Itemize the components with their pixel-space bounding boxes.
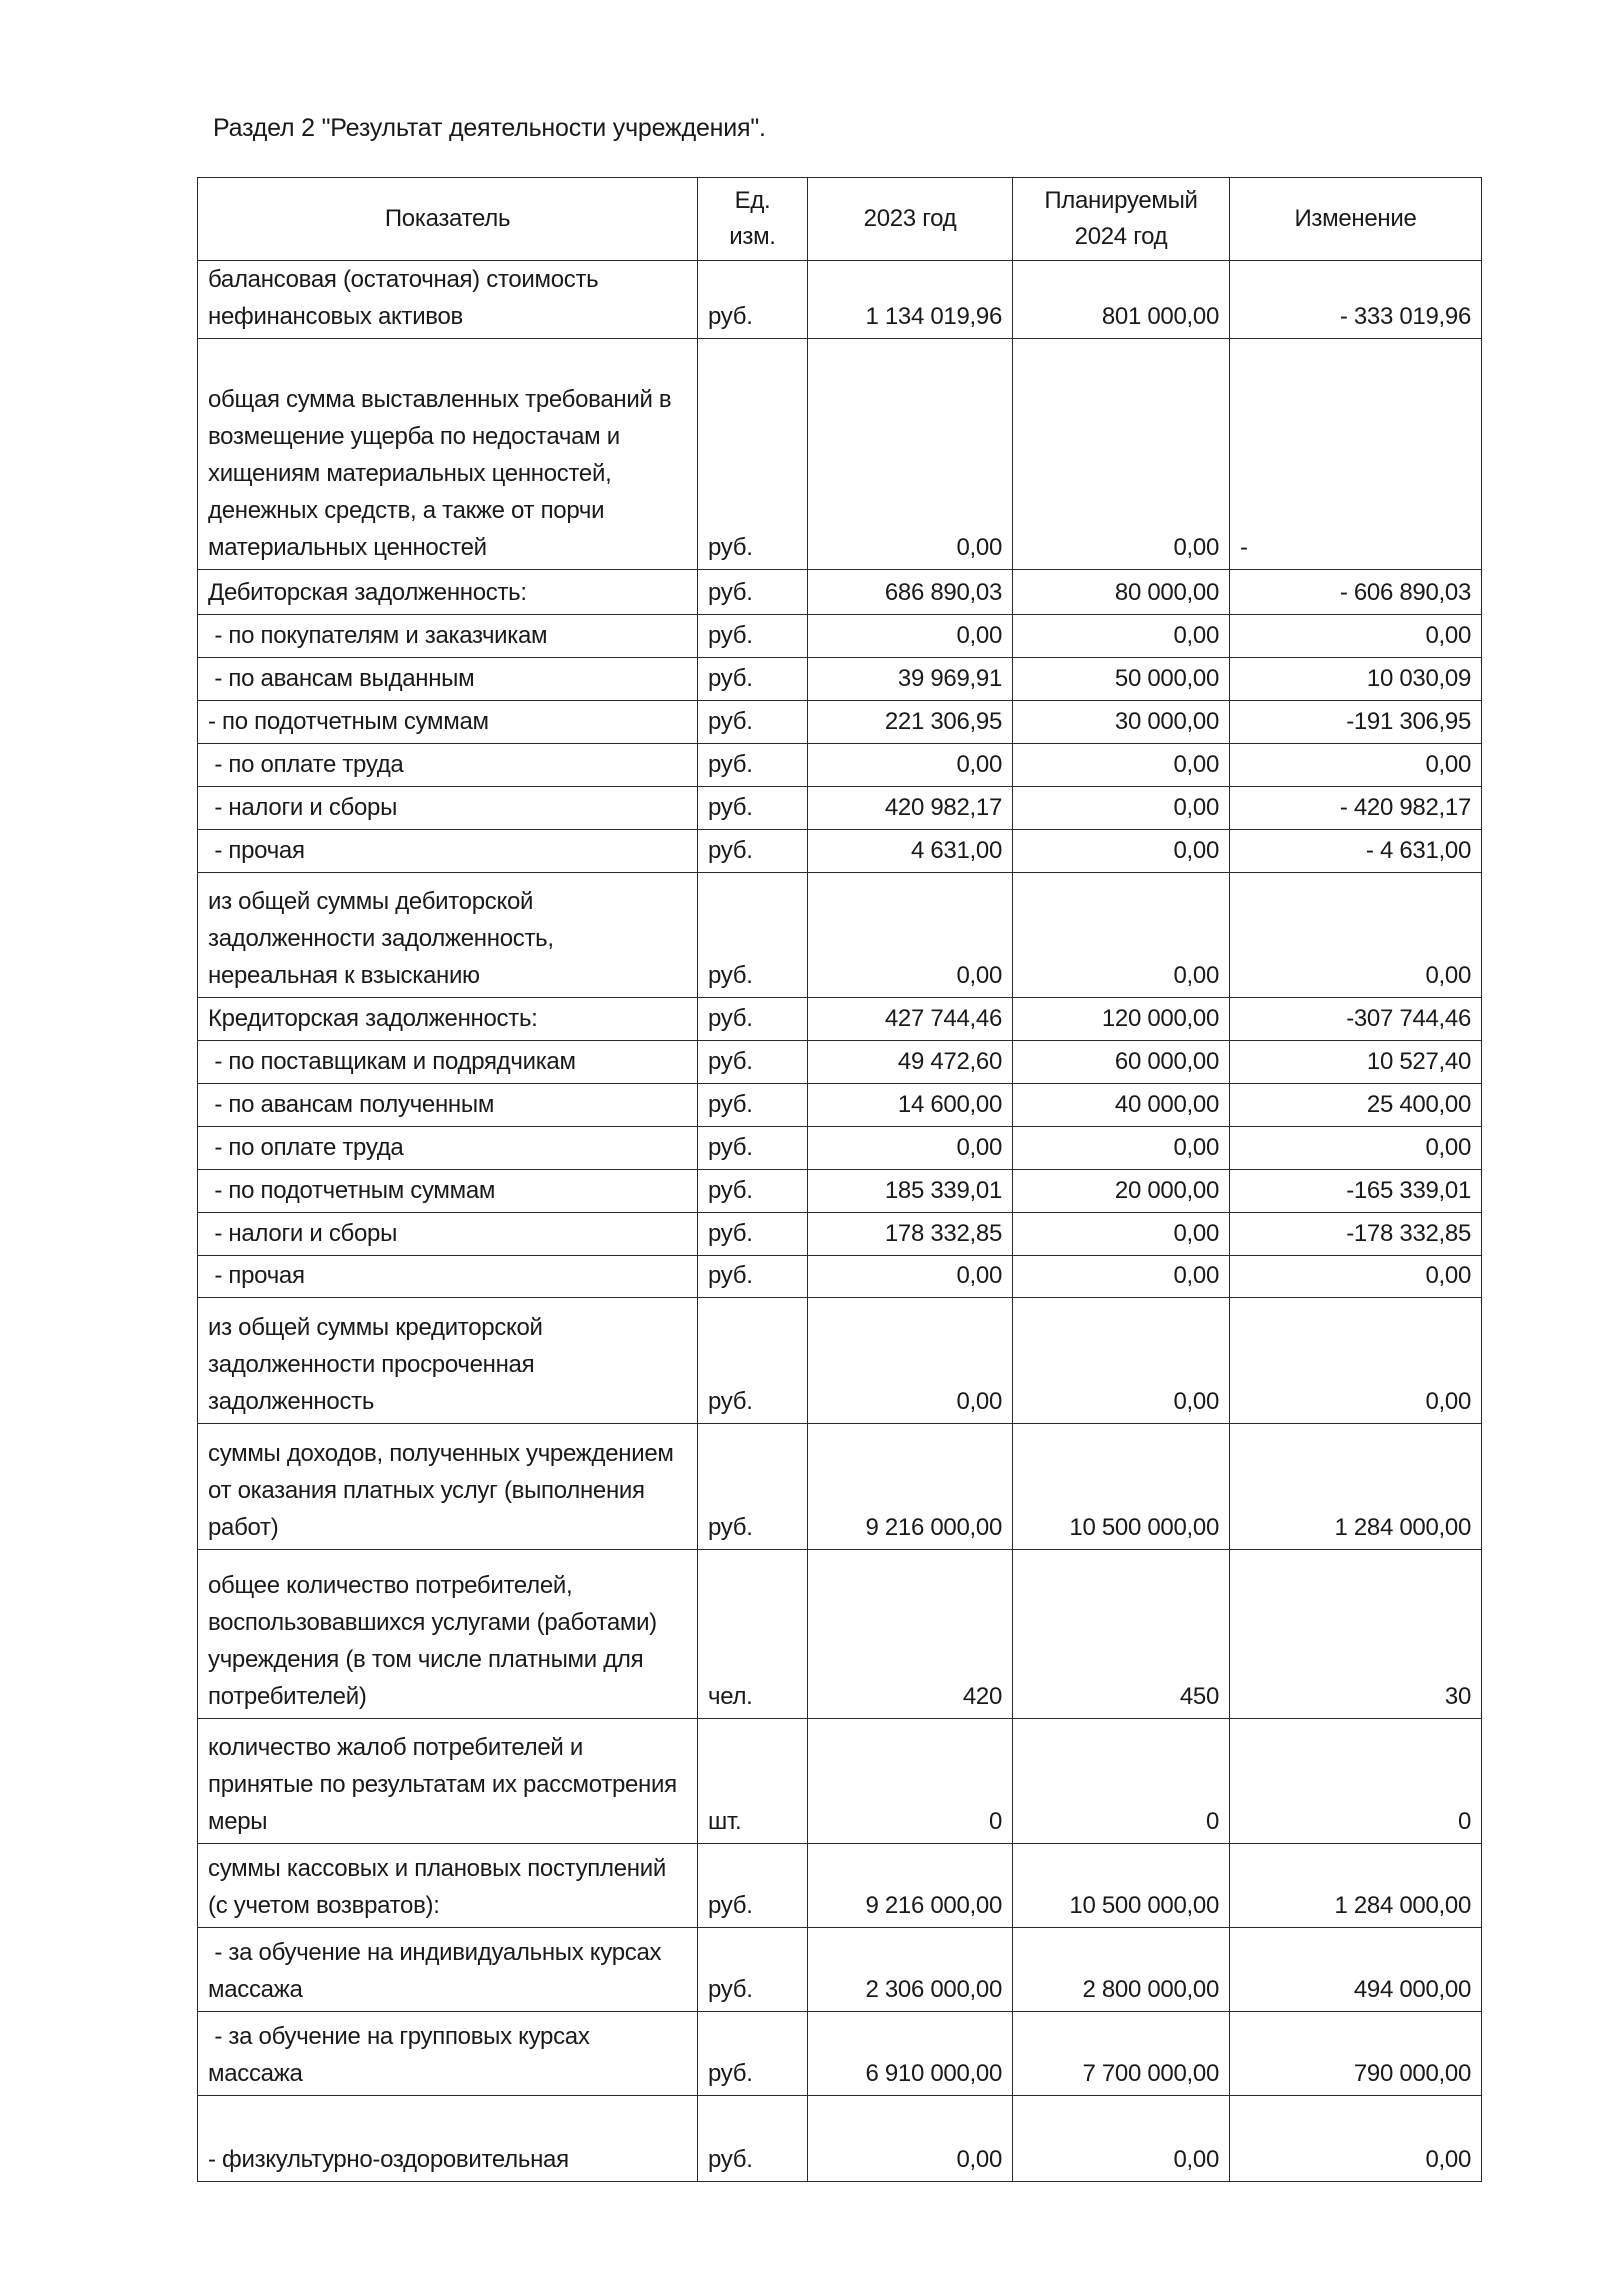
- header-2024: [1013, 178, 1230, 261]
- value-2024-cell: 10 500 000,00: [1013, 1844, 1230, 1928]
- results-table: [197, 177, 1482, 2182]
- value-2023-cell: 0,00: [808, 2096, 1013, 2182]
- unit-cell: руб.: [698, 1084, 808, 1127]
- change-cell: 0,00: [1230, 1127, 1482, 1170]
- table-row: [198, 261, 1482, 339]
- change-cell: -: [1230, 339, 1482, 570]
- change-cell: 10 527,40: [1230, 1041, 1482, 1084]
- change-cell: - 606 890,03: [1230, 570, 1482, 615]
- change-cell: 0,00: [1230, 615, 1482, 658]
- indicator-cell: - по подотчетным суммам: [198, 701, 698, 744]
- unit-cell: руб.: [698, 830, 808, 873]
- change-cell: 25 400,00: [1230, 1084, 1482, 1127]
- value-2023-cell: 420: [808, 1550, 1013, 1719]
- header-unit-text: Ед. изм.: [729, 187, 776, 250]
- table-row: [198, 830, 1482, 873]
- value-2024-cell: 0,00: [1013, 2096, 1230, 2182]
- unit-cell: руб.: [698, 1844, 808, 1928]
- unit-cell: руб.: [698, 1298, 808, 1424]
- table-row: [198, 787, 1482, 830]
- unit-cell: руб.: [698, 1127, 808, 1170]
- indicator-cell: суммы доходов, полученных учреждением от оказания платных услуг (выполнения работ): [198, 1424, 698, 1550]
- indicator-cell: суммы кассовых и плановых поступлений (с учетом возвратов):: [198, 1844, 698, 1928]
- value-2023-cell: 420 982,17: [808, 787, 1013, 830]
- table-row: [198, 998, 1482, 1041]
- change-cell: 1 284 000,00: [1230, 1844, 1482, 1928]
- value-2023-cell: 2 306 000,00: [808, 1928, 1013, 2012]
- indicator-cell: - по поставщикам и подрядчикам: [198, 1041, 698, 1084]
- value-2024-cell: 7 700 000,00: [1013, 2012, 1230, 2096]
- indicator-cell: общая сумма выставленных требований в возмещение ущерба по недостачам и хищениям материальных ценностей, денежных средств, а также от порчи материальных ценностей: [198, 339, 698, 570]
- value-2024-cell: 0,00: [1013, 1127, 1230, 1170]
- value-2023-cell: 0,00: [808, 744, 1013, 787]
- change-cell: 30: [1230, 1550, 1482, 1719]
- header-2023: 2023 год: [808, 178, 1013, 261]
- value-2024-cell: 0,00: [1013, 787, 1230, 830]
- unit-cell: руб.: [698, 1213, 808, 1256]
- table-row: [198, 1256, 1482, 1298]
- change-cell: - 333 019,96: [1230, 261, 1482, 339]
- table-row: [198, 1844, 1482, 1928]
- indicator-cell: Кредиторская задолженность:: [198, 998, 698, 1041]
- change-cell: -307 744,46: [1230, 998, 1482, 1041]
- value-2024-cell: 0,00: [1013, 1256, 1230, 1298]
- section-title: Раздел 2 "Результат деятельности учреждения".: [213, 114, 766, 142]
- indicator-cell: - за обучение на групповых курсах массажа: [198, 2012, 698, 2096]
- unit-cell: руб.: [698, 658, 808, 701]
- table-row: [198, 615, 1482, 658]
- indicator-cell: - прочая: [198, 1256, 698, 1298]
- value-2023-cell: 1 134 019,96: [808, 261, 1013, 339]
- indicator-cell: - по подотчетным суммам: [198, 1170, 698, 1213]
- value-2024-cell: 30 000,00: [1013, 701, 1230, 744]
- change-cell: 790 000,00: [1230, 2012, 1482, 2096]
- indicator-cell: - налоги и сборы: [198, 787, 698, 830]
- value-2023-cell: 0: [808, 1719, 1013, 1844]
- unit-cell: чел.: [698, 1550, 808, 1719]
- table-row: [198, 873, 1482, 998]
- value-2023-cell: 185 339,01: [808, 1170, 1013, 1213]
- indicator-cell: - по покупателям и заказчикам: [198, 615, 698, 658]
- table-row: [198, 658, 1482, 701]
- value-2024-cell: 0: [1013, 1719, 1230, 1844]
- unit-cell: руб.: [698, 873, 808, 998]
- table-row: [198, 701, 1482, 744]
- value-2024-cell: 2 800 000,00: [1013, 1928, 1230, 2012]
- value-2024-cell: 60 000,00: [1013, 1041, 1230, 1084]
- unit-cell: шт.: [698, 1719, 808, 1844]
- value-2023-cell: 39 969,91: [808, 658, 1013, 701]
- indicator-cell: - за обучение на индивидуальных курсах массажа: [198, 1928, 698, 2012]
- unit-cell: руб.: [698, 2096, 808, 2182]
- value-2024-cell: 120 000,00: [1013, 998, 1230, 1041]
- indicator-cell: - прочая: [198, 830, 698, 873]
- value-2024-cell: 0,00: [1013, 744, 1230, 787]
- header-indicator: Показатель: [198, 178, 698, 261]
- indicator-cell: - по оплате труда: [198, 744, 698, 787]
- table-row: [198, 339, 1482, 570]
- value-2023-cell: 14 600,00: [808, 1084, 1013, 1127]
- value-2023-cell: 427 744,46: [808, 998, 1013, 1041]
- value-2023-cell: 9 216 000,00: [808, 1844, 1013, 1928]
- value-2024-cell: 0,00: [1013, 339, 1230, 570]
- table-row: [198, 1127, 1482, 1170]
- table-row: [198, 1719, 1482, 1844]
- value-2023-cell: 686 890,03: [808, 570, 1013, 615]
- value-2024-cell: 0,00: [1013, 873, 1230, 998]
- indicator-cell: из общей суммы дебиторской задолженности задолженность, нереальная к взысканию: [198, 873, 698, 998]
- indicator-cell: балансовая (остаточная) стоимость нефинансовых активов: [198, 261, 698, 339]
- indicator-cell: из общей суммы кредиторской задолженности просроченная задолженность: [198, 1298, 698, 1424]
- indicator-cell: - по авансам полученным: [198, 1084, 698, 1127]
- value-2023-cell: 49 472,60: [808, 1041, 1013, 1084]
- value-2024-cell: 450: [1013, 1550, 1230, 1719]
- unit-cell: руб.: [698, 744, 808, 787]
- unit-cell: руб.: [698, 1256, 808, 1298]
- value-2023-cell: 0,00: [808, 339, 1013, 570]
- header-2024-text: Планируемый 2024 год: [1044, 187, 1198, 250]
- unit-cell: руб.: [698, 1928, 808, 2012]
- indicator-cell: общее количество потребителей, воспользовавшихся услугами (работами) учреждения (в том числе платными для потребителей): [198, 1550, 698, 1719]
- indicator-cell: - по авансам выданным: [198, 658, 698, 701]
- indicator-cell: Дебиторская задолженность:: [198, 570, 698, 615]
- change-cell: 0,00: [1230, 744, 1482, 787]
- value-2023-cell: 0,00: [808, 1256, 1013, 1298]
- value-2024-cell: 10 500 000,00: [1013, 1424, 1230, 1550]
- value-2023-cell: 9 216 000,00: [808, 1424, 1013, 1550]
- unit-cell: руб.: [698, 1424, 808, 1550]
- value-2023-cell: 0,00: [808, 1127, 1013, 1170]
- header-unit: [698, 178, 808, 261]
- change-cell: -165 339,01: [1230, 1170, 1482, 1213]
- header-change: Изменение: [1230, 178, 1482, 261]
- change-cell: 494 000,00: [1230, 1928, 1482, 2012]
- value-2023-cell: 221 306,95: [808, 701, 1013, 744]
- unit-cell: руб.: [698, 261, 808, 339]
- table-row: [198, 1170, 1482, 1213]
- value-2024-cell: 0,00: [1013, 1213, 1230, 1256]
- unit-cell: руб.: [698, 615, 808, 658]
- table-row: [198, 1928, 1482, 2012]
- unit-cell: руб.: [698, 1041, 808, 1084]
- table-row: [198, 2096, 1482, 2182]
- indicator-cell: - налоги и сборы: [198, 1213, 698, 1256]
- unit-cell: руб.: [698, 787, 808, 830]
- change-cell: 0,00: [1230, 2096, 1482, 2182]
- table-row: [198, 744, 1482, 787]
- table-row: [198, 1424, 1482, 1550]
- value-2024-cell: 0,00: [1013, 1298, 1230, 1424]
- change-cell: -178 332,85: [1230, 1213, 1482, 1256]
- unit-cell: руб.: [698, 701, 808, 744]
- indicator-cell: количество жалоб потребителей и принятые по результатам их рассмотрения меры: [198, 1719, 698, 1844]
- change-cell: 1 284 000,00: [1230, 1424, 1482, 1550]
- value-2023-cell: 178 332,85: [808, 1213, 1013, 1256]
- change-cell: 10 030,09: [1230, 658, 1482, 701]
- value-2023-cell: 4 631,00: [808, 830, 1013, 873]
- indicator-cell: - по оплате труда: [198, 1127, 698, 1170]
- value-2024-cell: 50 000,00: [1013, 658, 1230, 701]
- unit-cell: руб.: [698, 1170, 808, 1213]
- change-cell: - 4 631,00: [1230, 830, 1482, 873]
- change-cell: -191 306,95: [1230, 701, 1482, 744]
- table-row: [198, 1213, 1482, 1256]
- table-header-row: [198, 178, 1482, 261]
- change-cell: - 420 982,17: [1230, 787, 1482, 830]
- value-2023-cell: 0,00: [808, 615, 1013, 658]
- table-row: [198, 1550, 1482, 1719]
- value-2023-cell: 6 910 000,00: [808, 2012, 1013, 2096]
- table-row: [198, 1298, 1482, 1424]
- table-row: [198, 1041, 1482, 1084]
- value-2023-cell: 0,00: [808, 1298, 1013, 1424]
- change-cell: 0,00: [1230, 1256, 1482, 1298]
- table-row: [198, 570, 1482, 615]
- indicator-cell: - физкультурно-оздоровительная: [198, 2096, 698, 2182]
- table-row: [198, 2012, 1482, 2096]
- value-2024-cell: 80 000,00: [1013, 570, 1230, 615]
- table-body: [198, 261, 1482, 2182]
- value-2023-cell: 0,00: [808, 873, 1013, 998]
- value-2024-cell: 0,00: [1013, 615, 1230, 658]
- unit-cell: руб.: [698, 2012, 808, 2096]
- value-2024-cell: 0,00: [1013, 830, 1230, 873]
- unit-cell: руб.: [698, 570, 808, 615]
- value-2024-cell: 40 000,00: [1013, 1084, 1230, 1127]
- change-cell: 0: [1230, 1719, 1482, 1844]
- unit-cell: руб.: [698, 339, 808, 570]
- change-cell: 0,00: [1230, 873, 1482, 998]
- unit-cell: руб.: [698, 998, 808, 1041]
- value-2024-cell: 20 000,00: [1013, 1170, 1230, 1213]
- value-2024-cell: 801 000,00: [1013, 261, 1230, 339]
- change-cell: 0,00: [1230, 1298, 1482, 1424]
- table-row: [198, 1084, 1482, 1127]
